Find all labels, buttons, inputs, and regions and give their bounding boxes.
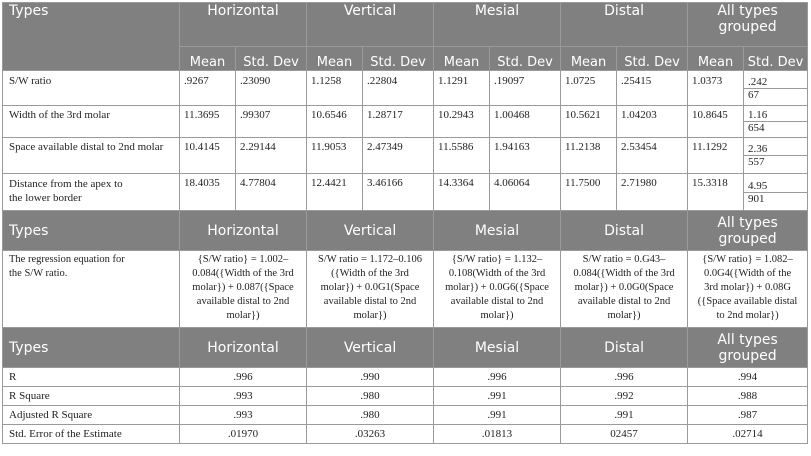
value-cell: 11.1292 bbox=[688, 138, 744, 174]
regression-row bbox=[3, 251, 808, 328]
horizontal-header: Horizontal bbox=[180, 3, 307, 47]
row-label: Width of the 3rd molar bbox=[3, 106, 180, 138]
mesial-header: Mesial bbox=[434, 328, 561, 368]
equation-line: ({Space available distal bbox=[697, 296, 798, 307]
value-cell: .990 bbox=[307, 368, 434, 387]
table-row bbox=[3, 138, 808, 174]
value-cell: 11.9053 bbox=[307, 138, 363, 174]
section2-header-row bbox=[3, 211, 808, 251]
equation-line: available distal to 2nd bbox=[196, 296, 290, 307]
equation-line: 0.084({Width of the 3rd bbox=[573, 268, 675, 279]
row-label: R bbox=[3, 368, 180, 387]
value-cell: 11.7500 bbox=[561, 174, 617, 211]
value-cell: .03263 bbox=[307, 425, 434, 444]
value-cell: .996 bbox=[180, 368, 307, 387]
value-cell: .993 bbox=[180, 387, 307, 406]
value-cell: 3.46166 bbox=[363, 174, 434, 211]
equation-line: to 2nd molar}) bbox=[716, 310, 779, 321]
row-label-line: Distance from the apex to bbox=[9, 178, 123, 190]
horizontal-header: Horizontal bbox=[180, 328, 307, 368]
split-value-cell bbox=[744, 106, 808, 138]
value-cell: 2.47349 bbox=[363, 138, 434, 174]
equation-line: {S/W ratio} = 1.132– bbox=[451, 254, 543, 265]
row-label-line: the lower border bbox=[9, 192, 82, 204]
table-row bbox=[3, 368, 808, 387]
value-part: 2.36 bbox=[748, 143, 768, 155]
value-part: 654 bbox=[744, 121, 807, 134]
value-cell: .23090 bbox=[236, 71, 307, 106]
value-cell: .991 bbox=[434, 406, 561, 425]
value-cell: 10.4145 bbox=[180, 138, 236, 174]
equation-cell-vertical bbox=[307, 251, 434, 328]
equation-line: {S/W ratio} = 1.002– bbox=[197, 254, 289, 265]
equation-line: molar}) bbox=[480, 310, 514, 321]
value-cell: 12.4421 bbox=[307, 174, 363, 211]
value-cell: 11.2138 bbox=[561, 138, 617, 174]
value-cell: 10.8645 bbox=[688, 106, 744, 138]
value-cell: 18.4035 bbox=[180, 174, 236, 211]
value-cell: .992 bbox=[561, 387, 688, 406]
value-cell: .996 bbox=[434, 368, 561, 387]
equation-cell-distal bbox=[561, 251, 688, 328]
equation-line: {S/W ratio} = 1.082– bbox=[702, 254, 793, 265]
value-cell: .988 bbox=[688, 387, 808, 406]
row-label: R Square bbox=[3, 387, 180, 406]
table-row bbox=[3, 71, 808, 106]
row-label-line: The regression equation for bbox=[9, 254, 125, 265]
sd-header: Std. Dev bbox=[744, 47, 808, 71]
value-part: 901 bbox=[744, 192, 807, 205]
value-cell: .987 bbox=[688, 406, 808, 425]
equation-line: available distal to 2nd bbox=[450, 296, 544, 307]
value-cell: 1.04203 bbox=[617, 106, 688, 138]
mean-header: Mean bbox=[434, 47, 490, 71]
equation-line: S/W ratio = 0.G43– bbox=[582, 254, 666, 265]
mean-header: Mean bbox=[561, 47, 617, 71]
all-types-header: All types grouped bbox=[688, 211, 808, 251]
section1-header-row bbox=[3, 3, 808, 47]
value-cell: 1.28717 bbox=[363, 106, 434, 138]
vertical-header: Vertical bbox=[307, 211, 434, 251]
value-cell: 02457 bbox=[561, 425, 688, 444]
value-part: 4.95 bbox=[748, 179, 768, 192]
sd-header: Std. Dev bbox=[617, 47, 688, 71]
mean-header: Mean bbox=[688, 47, 744, 71]
value-part: .242 bbox=[748, 75, 768, 88]
equation-line: 0.084({Width of the 3rd bbox=[192, 268, 294, 279]
table-row bbox=[3, 406, 808, 425]
equation-line: S/W ratio = 1.172–0.106 bbox=[318, 254, 423, 265]
split-value-cell bbox=[744, 71, 808, 106]
mesial-header: Mesial bbox=[434, 211, 561, 251]
horizontal-header: Horizontal bbox=[180, 211, 307, 251]
value-cell: 4.77804 bbox=[236, 174, 307, 211]
value-cell: .991 bbox=[561, 406, 688, 425]
value-cell: .19097 bbox=[490, 71, 561, 106]
value-cell: 1.0373 bbox=[688, 71, 744, 106]
value-cell: 14.3364 bbox=[434, 174, 490, 211]
equation-line: molar}) bbox=[353, 310, 387, 321]
value-cell: .01813 bbox=[434, 425, 561, 444]
value-cell: .9267 bbox=[180, 71, 236, 106]
equation-line: 3rd molar}) + 0.08G bbox=[704, 282, 791, 293]
vertical-header: Vertical bbox=[307, 3, 434, 47]
table-row bbox=[3, 425, 808, 444]
equation-line: 0.0G4({Width of the bbox=[703, 268, 792, 279]
section1-types-header: Types bbox=[3, 3, 180, 71]
row-label: Std. Error of the Estimate bbox=[3, 425, 180, 444]
vertical-header: Vertical bbox=[307, 328, 434, 368]
value-cell: 11.3695 bbox=[180, 106, 236, 138]
value-cell: .994 bbox=[688, 368, 808, 387]
row-label: Space available distal to 2nd molar bbox=[3, 138, 180, 174]
split-value-cell bbox=[744, 174, 808, 211]
statistics-table bbox=[2, 2, 808, 444]
distal-header: Distal bbox=[561, 328, 688, 368]
mean-header: Mean bbox=[180, 47, 236, 71]
equation-line: 0.108(Width of the 3rd bbox=[448, 268, 546, 279]
value-cell: 10.6546 bbox=[307, 106, 363, 138]
row-label-line: the S/W ratio. bbox=[9, 268, 68, 279]
value-cell: 4.06064 bbox=[490, 174, 561, 211]
equation-line: molar}) + 0.0G1(Space bbox=[320, 282, 420, 293]
value-cell: 1.94163 bbox=[490, 138, 561, 174]
equation-line: molar}) bbox=[607, 310, 641, 321]
value-cell: 1.1258 bbox=[307, 71, 363, 106]
value-cell: .02714 bbox=[688, 425, 808, 444]
value-cell: 15.3318 bbox=[688, 174, 744, 211]
value-cell: 10.5621 bbox=[561, 106, 617, 138]
table-row bbox=[3, 387, 808, 406]
value-cell: .996 bbox=[561, 368, 688, 387]
equation-cell-all bbox=[688, 251, 808, 328]
value-cell: .991 bbox=[434, 387, 561, 406]
value-cell: 1.0725 bbox=[561, 71, 617, 106]
value-part: 557 bbox=[744, 155, 807, 168]
value-cell: .980 bbox=[307, 387, 434, 406]
row-label bbox=[3, 251, 180, 328]
value-cell: .22804 bbox=[363, 71, 434, 106]
equation-line: molar}) + 0.087({Space bbox=[192, 282, 294, 293]
equation-cell-mesial bbox=[434, 251, 561, 328]
section2-types-header: Types bbox=[3, 211, 180, 251]
distal-header: Distal bbox=[561, 3, 688, 47]
split-value-cell bbox=[744, 138, 808, 174]
value-cell: 11.5586 bbox=[434, 138, 490, 174]
equation-line: molar}) + 0.0G0(Space bbox=[574, 282, 674, 293]
equation-line: molar}) bbox=[226, 310, 260, 321]
value-cell: 2.29144 bbox=[236, 138, 307, 174]
sd-header: Std. Dev bbox=[236, 47, 307, 71]
sd-header: Std. Dev bbox=[363, 47, 434, 71]
equation-line: available distal to 2nd bbox=[323, 296, 417, 307]
value-cell: .980 bbox=[307, 406, 434, 425]
value-cell: 1.00468 bbox=[490, 106, 561, 138]
mesial-header: Mesial bbox=[434, 3, 561, 47]
sd-header: Std. Dev bbox=[490, 47, 561, 71]
section3-header-row bbox=[3, 328, 808, 368]
value-cell: .25415 bbox=[617, 71, 688, 106]
distal-header: Distal bbox=[561, 211, 688, 251]
table-row bbox=[3, 174, 808, 211]
value-cell: 1.1291 bbox=[434, 71, 490, 106]
table-row bbox=[3, 106, 808, 138]
value-cell: .993 bbox=[180, 406, 307, 425]
all-types-header: All types grouped bbox=[688, 328, 808, 368]
row-label: S/W ratio bbox=[3, 71, 180, 106]
equation-cell-horizontal bbox=[180, 251, 307, 328]
equation-line: molar}) + 0.0G6({Space bbox=[445, 282, 549, 293]
section3-types-header: Types bbox=[3, 328, 180, 368]
value-cell: .01970 bbox=[180, 425, 307, 444]
value-cell: 2.53454 bbox=[617, 138, 688, 174]
value-part: 1.16 bbox=[748, 109, 768, 121]
equation-line: available distal to 2nd bbox=[577, 296, 671, 307]
all-types-header: All types grouped bbox=[688, 3, 808, 47]
row-label bbox=[3, 174, 180, 211]
row-label: Adjusted R Square bbox=[3, 406, 180, 425]
value-cell: .99307 bbox=[236, 106, 307, 138]
mean-header: Mean bbox=[307, 47, 363, 71]
value-part: 67 bbox=[744, 88, 807, 101]
value-cell: 2.71980 bbox=[617, 174, 688, 211]
value-cell: 10.2943 bbox=[434, 106, 490, 138]
equation-line: ({Width of the 3rd bbox=[331, 268, 409, 279]
